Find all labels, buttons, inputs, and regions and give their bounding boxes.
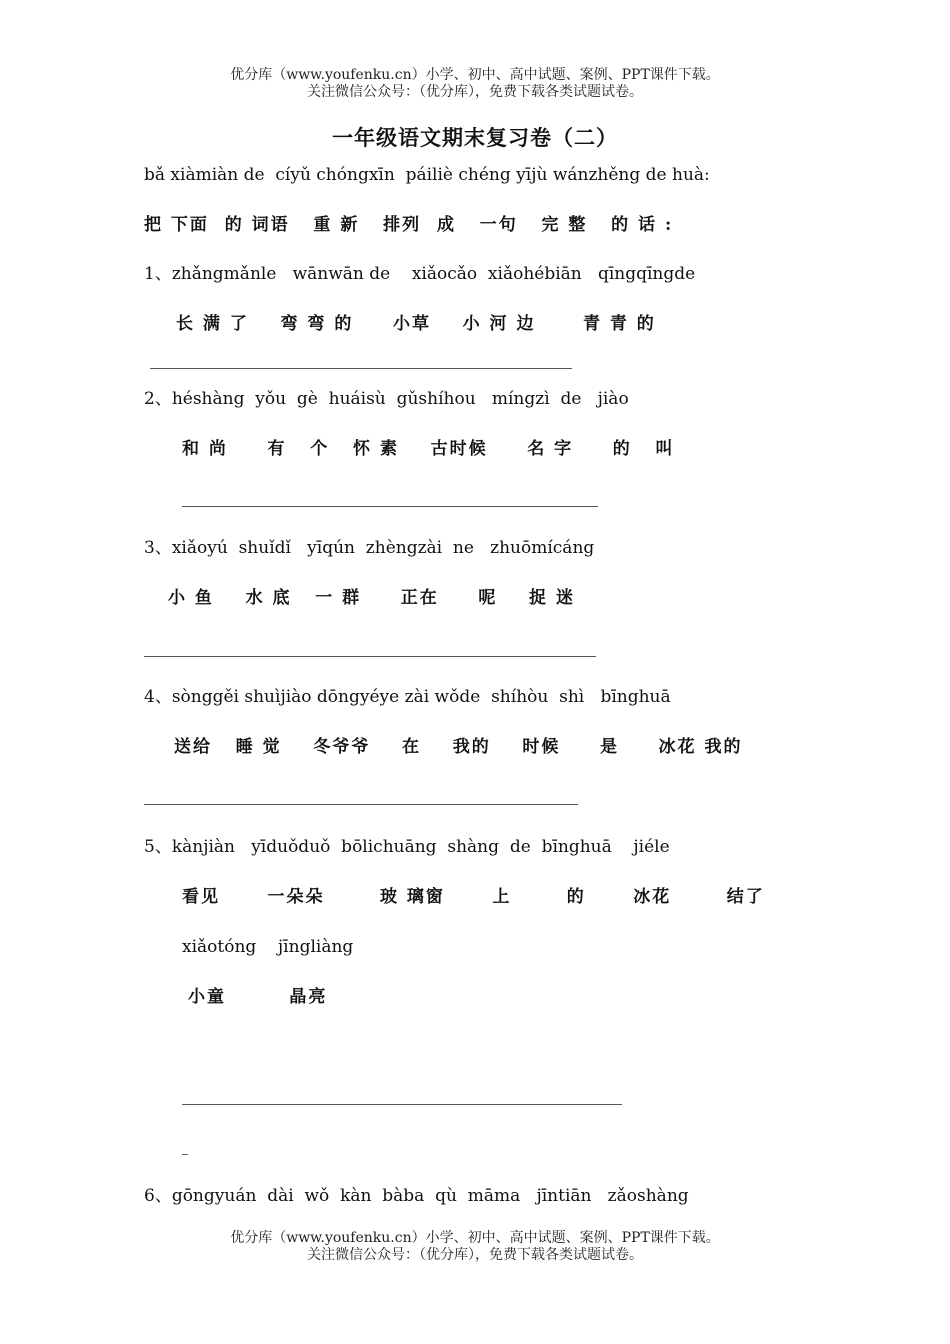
stray-mark: [182, 1154, 188, 1155]
item-4-hanzi: 送给 睡 觉 冬爷爷 在 我的 时候 是 冰花 我的: [174, 737, 743, 757]
item-1-hanzi: 长 满 了 弯 弯 的 小草 小 河 边 青 青 的: [176, 314, 656, 334]
item-2-hanzi: 和 尚 有 个 怀 素 古时候 名 字 的 叫: [182, 439, 675, 459]
page-header: [0, 67, 950, 101]
item-6-pinyin: 6、gōngyuán dài wǒ kàn bàba qù māma jīntiān zǎoshàng: [144, 1186, 689, 1206]
item-1-answer-line: [150, 368, 572, 369]
footer-line-2: 关注微信公众号：（优分库），免费下载各类试题试卷。: [307, 1247, 643, 1263]
item-1-pinyin: 1、zhǎngmǎnle wānwān de xiǎocǎo xiǎohébiān qīngqīngde: [144, 264, 696, 284]
item-5-answer-line: [182, 1104, 622, 1105]
instruction-pinyin: bǎ xiàmiàn de cíyǔ chóngxīn páiliè chéng yījù wánzhěng de huà:: [144, 165, 710, 185]
instruction-hanzi: 把 下面 的 词语 重 新 排列 成 一句 完 整 的 话 :: [144, 215, 674, 235]
page-footer: [0, 1230, 950, 1264]
item-5-hanzi: 看见 一朵朵 玻 璃窗 上 的 冰花 结了: [182, 887, 765, 907]
item-5-hanzi-2: 小童 晶亮: [188, 987, 328, 1007]
footer-line-1: 优分库（www.youfenku.cn）小学、初中、高中试题、案例、PPT课件下载。: [230, 1230, 720, 1246]
item-4-pinyin: 4、sònggěi shuìjiào dōngyéye zài wǒde shíhòu shì bīnghuā: [144, 687, 671, 707]
header-line-1: 优分库（www.youfenku.cn）小学、初中、高中试题、案例、PPT课件下载。: [230, 67, 720, 83]
item-2-pinyin: 2、héshàng yǒu gè huáisù gǔshíhou míngzì de jiào: [144, 389, 629, 409]
item-2-answer-line: [182, 506, 598, 507]
item-5-pinyin: 5、kànjiàn yīduǒduǒ bōlichuāng shàng de bīnghuā jiéle: [144, 837, 670, 857]
page-title: 一年级语文期末复习卷（二）: [332, 125, 618, 150]
item-3-answer-line: [144, 656, 596, 657]
item-3-pinyin: 3、xiǎoyú shuǐdǐ yīqún zhèngzài ne zhuōmícáng: [144, 538, 595, 558]
header-line-2: 关注微信公众号：（优分库），免费下载各类试题试卷。: [307, 84, 643, 100]
item-3-hanzi: 小 鱼 水 底 一 群 正在 呢 捉 迷: [168, 588, 575, 608]
item-4-answer-line: [144, 804, 578, 805]
item-5-pinyin-2: xiǎotóng jīngliàng: [182, 937, 354, 957]
